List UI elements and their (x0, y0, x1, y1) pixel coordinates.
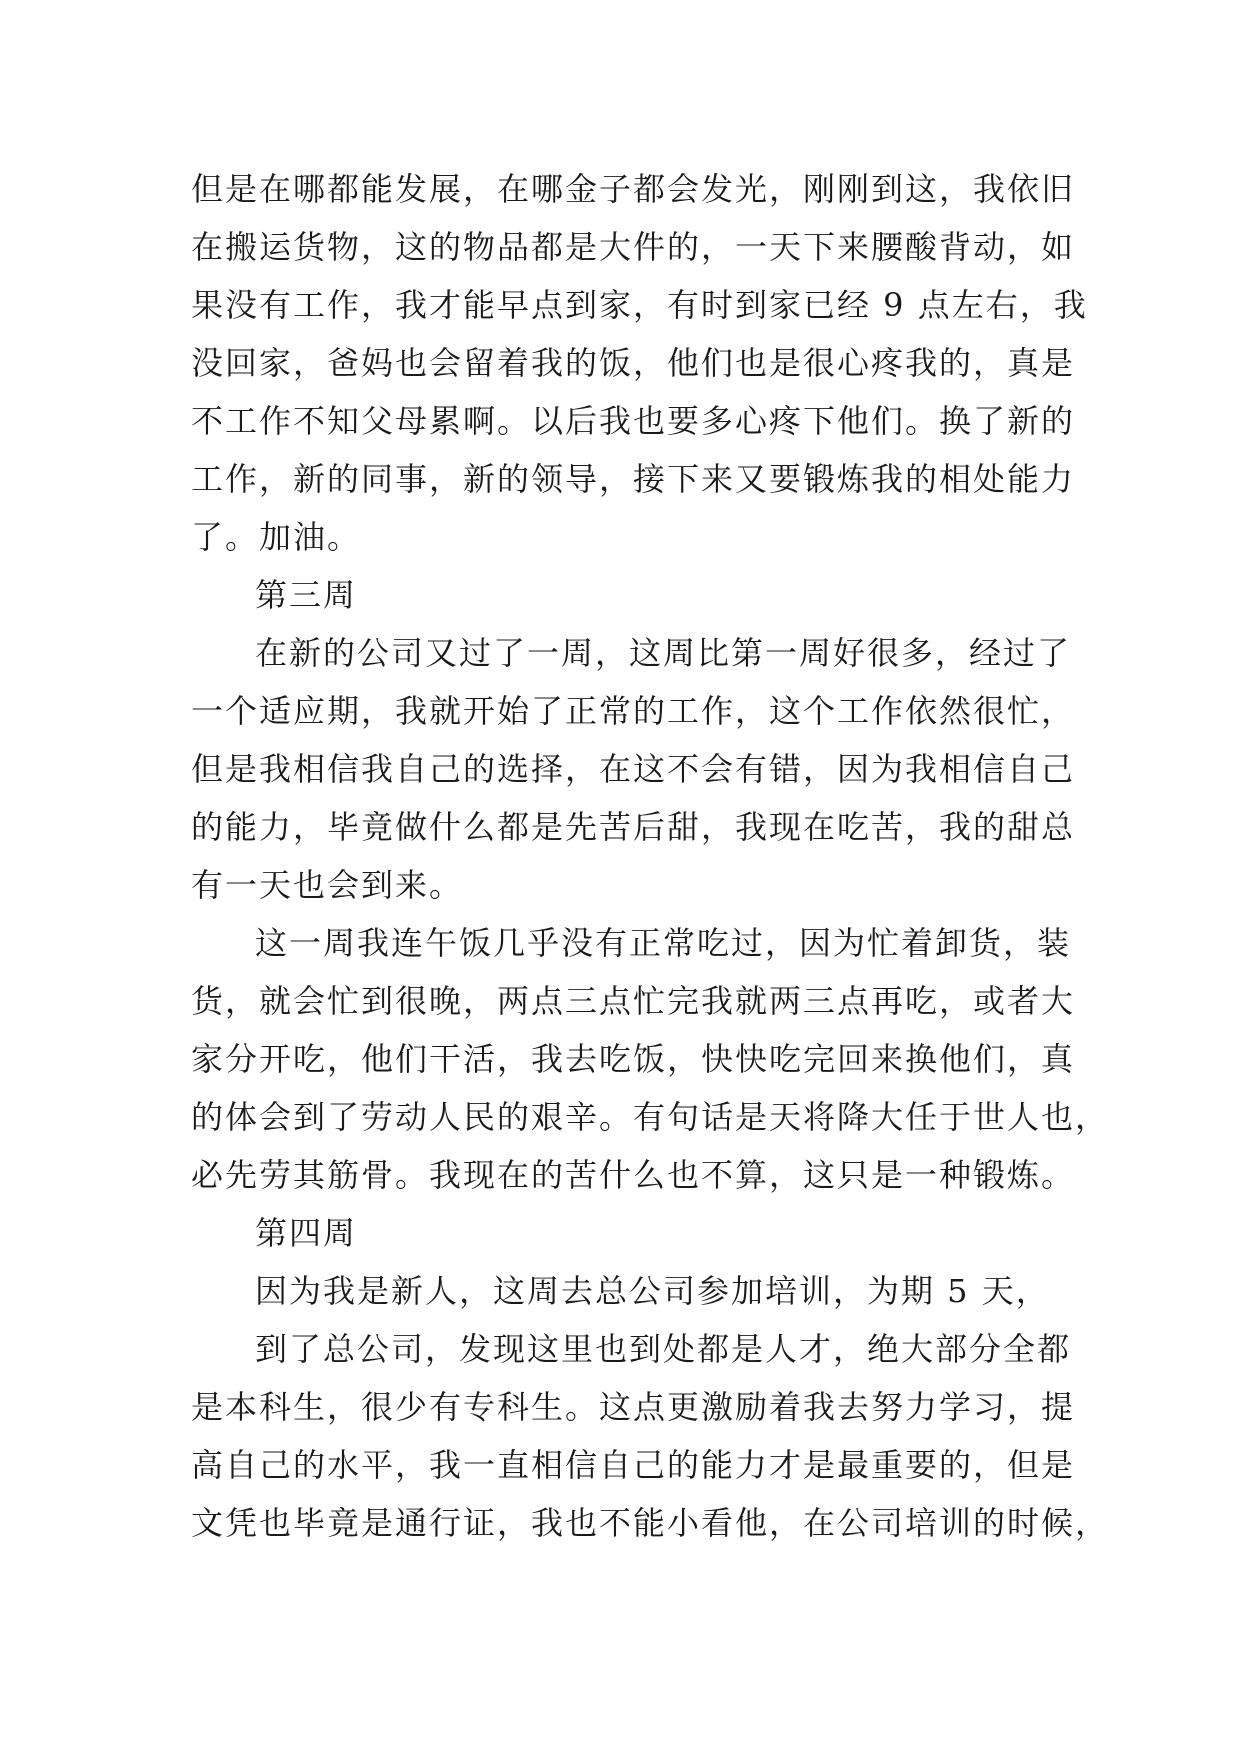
text-line: 是本科生，很少有专科生。这点更激励着我去努力学习，提 (191, 1388, 1076, 1426)
text-line: 因为我是新人，这周去总公司参加培训，为期 5 天， (255, 1272, 1050, 1310)
text-line: 但是我相信我自己的选择，在这不会有错，因为我相信自己 (191, 750, 1076, 788)
document-body (191, 160, 1110, 1552)
text-line: 第三周 (255, 576, 358, 614)
text-line: 在搬运货物，这的物品都是大件的，一天下来腰酸背动，如 (191, 228, 1076, 266)
text-line: 必先劳其筋骨。我现在的苦什么也不算，这只是一种锻炼。 (191, 1156, 1076, 1194)
text-line: 货，就会忙到很晚，两点三点忙完我就两三点再吃，或者大 (191, 982, 1076, 1020)
text-line: 的能力，毕竟做什么都是先苦后甜，我现在吃苦，我的甜总 (191, 808, 1076, 846)
text-line: 文凭也毕竟是通行证，我也不能小看他，在公司培训的时候， (191, 1504, 1110, 1542)
text-line: 没回家，爸妈也会留着我的饭，他们也是很心疼我的，真是 (191, 344, 1076, 382)
text-line: 有一天也会到来。 (191, 866, 464, 904)
text-line: 到了总公司，发现这里也到处都是人才，绝大部分全都 (255, 1330, 1072, 1368)
text-line: 第四周 (255, 1214, 358, 1252)
text-line: 家分开吃，他们干活，我去吃饭，快快吃完回来换他们，真 (191, 1040, 1076, 1078)
text-line: 在新的公司又过了一周，这周比第一周好很多，经过了 (255, 634, 1072, 672)
text-line: 了。加油。 (191, 518, 362, 556)
text-line: 果没有工作，我才能早点到家，有时到家已经 9 点左右，我 (191, 286, 1088, 324)
text-line: 不工作不知父母累啊。以后我也要多心疼下他们。换了新的 (191, 402, 1076, 440)
text-line: 但是在哪都能发展，在哪金子都会发光，刚刚到这，我依旧 (191, 170, 1076, 208)
text-line: 这一周我连午饭几乎没有正常吃过，因为忙着卸货，装 (255, 924, 1072, 962)
text-line: 工作，新的同事，新的领导，接下来又要锻炼我的相处能力 (191, 460, 1076, 498)
text-line: 一个适应期，我就开始了正常的工作，这个工作依然很忙， (191, 692, 1076, 730)
text-line: 高自己的水平，我一直相信自己的能力才是最重要的，但是 (191, 1446, 1076, 1484)
text-line: 的体会到了劳动人民的艰辛。有句话是天将降大任于世人也， (191, 1098, 1110, 1136)
